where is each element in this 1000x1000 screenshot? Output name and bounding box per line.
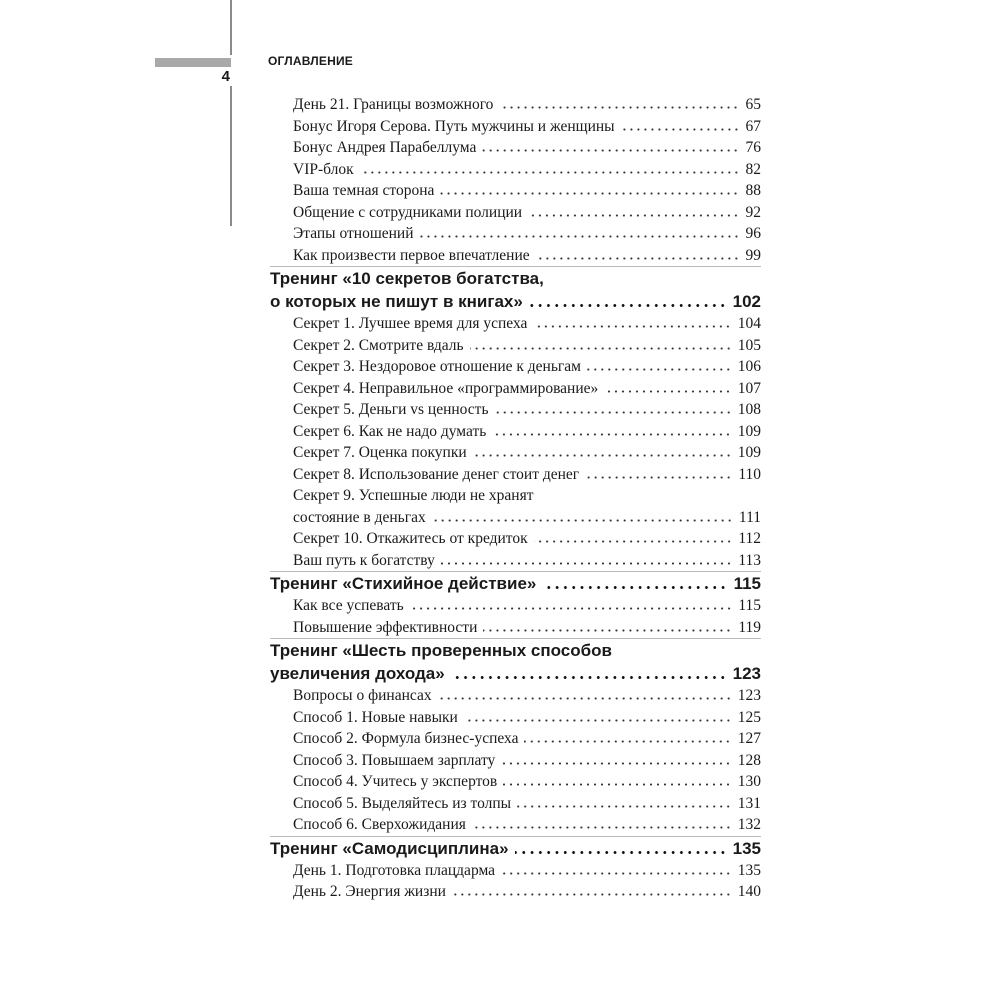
dot-leader	[495, 411, 732, 414]
toc-entry[interactable]	[270, 528, 761, 550]
toc-entry-title: Бонус Андрея Парабеллума	[293, 139, 477, 156]
toc-entry-title: Повышение эффективности	[293, 618, 478, 636]
toc-page-number: 96	[745, 225, 761, 242]
dot-leader	[604, 390, 731, 393]
toc-entry-title: Тренинг «Шесть проверенных способов	[270, 641, 612, 660]
dot-leader	[499, 106, 739, 109]
toc-entry-title: День 1. Подготовка плацдарма	[293, 861, 496, 879]
toc-entry-title: о которых не пишут в книгах»	[270, 292, 523, 311]
dot-leader	[470, 347, 732, 350]
toc-page-number: 67	[745, 117, 761, 135]
dot-leader	[451, 676, 727, 679]
toc-entry-title: День 2. Энергия жизни	[293, 883, 446, 900]
toc-page-number: 107	[737, 379, 761, 397]
dot-leader	[440, 192, 739, 195]
toc-entry-title: Секрет 5. Деньги vs ценность	[293, 401, 489, 418]
toc-page-number: 130	[737, 773, 761, 790]
dot-leader	[410, 607, 733, 610]
toc-entry[interactable]	[270, 421, 761, 443]
toc-entry-title: Секрет 2. Смотрите вдаль	[293, 336, 464, 354]
toc-entry-title: Способ 4. Учитесь у экспертов	[293, 773, 498, 790]
toc-entry[interactable]	[270, 617, 761, 639]
margin-rule-top	[230, 0, 232, 55]
toc-page-number: 132	[737, 816, 761, 833]
toc-page-number: 106	[737, 358, 761, 375]
toc-entry[interactable]	[270, 399, 761, 421]
toc-entry-title: Тренинг «10 секретов богатства,	[270, 269, 544, 288]
toc-page-number: 110	[738, 465, 761, 483]
toc-entry-title: Тренинг «Самодисциплина»	[270, 838, 509, 858]
dot-leader	[438, 697, 732, 700]
toc-page-number: 135	[737, 861, 761, 879]
toc-entry-title: Ваша темная сторона	[293, 182, 435, 199]
toc-page-number: 113	[738, 551, 761, 569]
dot-leader	[464, 719, 732, 722]
dot-leader	[528, 214, 739, 217]
toc-page-number: 109	[737, 422, 761, 440]
dot-leader	[585, 476, 732, 479]
toc-entry-title: Секрет 7. Оценка покупки	[293, 444, 467, 461]
toc-page-number: 112	[738, 530, 761, 547]
toc-entry-title: Вопросы о финансах	[293, 687, 432, 704]
toc-page-number: 135	[732, 838, 761, 858]
toc-entry-title: Секрет 4. Неправильное «программирование»	[293, 379, 599, 397]
dot-leader	[501, 872, 732, 875]
toc-entry-title: Как все успевать	[293, 597, 404, 614]
dot-leader	[483, 629, 732, 632]
toc-page-number: 140	[737, 883, 761, 900]
dot-leader	[534, 540, 733, 543]
toc-entry-title: День 21. Границы возможного	[293, 96, 494, 113]
dot-leader	[420, 235, 740, 238]
toc-entry[interactable]	[270, 685, 761, 707]
toc-entry[interactable]	[270, 550, 761, 572]
toc-page-number: 102	[732, 292, 761, 311]
dot-leader	[529, 304, 727, 307]
toc-page-number: 82	[745, 160, 761, 178]
toc-page-number: 119	[738, 618, 761, 636]
toc-entry-title: Секрет 3. Нездоровое отношение к деньгам	[293, 358, 581, 375]
toc-entry[interactable]	[270, 116, 761, 138]
toc-page-number: 99	[745, 246, 761, 264]
dot-leader	[472, 826, 732, 829]
dot-leader	[473, 454, 732, 457]
dot-leader	[432, 519, 733, 522]
toc-entry[interactable]	[270, 137, 761, 159]
toc-entry[interactable]	[270, 313, 761, 335]
toc-page-number: 65	[745, 96, 761, 113]
toc-entry-title: Тренинг «Стихийное действие»	[270, 574, 537, 593]
toc-entry[interactable]	[270, 442, 761, 464]
toc-entry-title: Секрет 8. Использование денег стоит денег	[293, 465, 580, 483]
toc-entry-title: Способ 5. Выделяйтесь из толпы	[293, 794, 512, 812]
dot-leader	[452, 893, 732, 896]
dot-leader	[542, 586, 727, 589]
toc-entry[interactable]	[270, 860, 761, 882]
toc-page-number: 115	[738, 597, 761, 614]
toc-page-number: 125	[737, 708, 761, 726]
toc-section-heading[interactable]	[270, 638, 761, 685]
toc-page-number: 76	[745, 139, 761, 156]
toc-entry-title: Секрет 1. Лучшее время для успеха	[293, 315, 528, 332]
toc-entry[interactable]	[270, 485, 761, 528]
toc-entry[interactable]	[270, 94, 761, 116]
toc-page-number: 92	[745, 203, 761, 221]
dot-leader	[441, 562, 732, 565]
toc-entry-title: Этапы отношений	[293, 225, 414, 242]
toc-entry-title: Общение с сотрудниками полиции	[293, 203, 523, 221]
toc-page-number: 109	[737, 444, 761, 461]
toc-page-number: 123	[732, 664, 761, 683]
toc-entry-title: Ваш путь к богатству	[293, 551, 435, 569]
margin-rule-bottom	[230, 86, 232, 226]
toc-entry[interactable]	[270, 728, 761, 750]
toc-entry-title: Бонус Игоря Серова. Путь мужчины и женщины	[293, 117, 615, 135]
toc-entry-title: Способ 2. Формула бизнес-успеха	[293, 730, 519, 747]
dot-leader	[524, 740, 731, 743]
toc-entry[interactable]	[270, 771, 761, 793]
toc-entry[interactable]	[270, 245, 761, 267]
toc-entry-title: Секрет 10. Откажитесь от кредиток	[293, 530, 528, 547]
toc-entry-title: Способ 6. Сверхожидания	[293, 816, 466, 833]
toc-entry[interactable]	[270, 378, 761, 400]
dot-leader	[533, 325, 731, 328]
toc-entry-title: VIP-блок	[293, 160, 354, 178]
toc-entry[interactable]	[270, 159, 761, 181]
toc-page-number: 108	[737, 401, 761, 418]
dot-leader	[587, 368, 732, 371]
toc-entry[interactable]	[270, 335, 761, 357]
toc-page-number: 127	[737, 730, 761, 747]
toc-section-heading[interactable]	[270, 836, 761, 860]
toc-entry[interactable]	[270, 595, 761, 617]
toc-entry[interactable]	[270, 750, 761, 772]
toc-entry[interactable]	[270, 223, 761, 245]
toc-entry-title: Секрет 9. Успешные люди не хранят	[293, 487, 534, 504]
toc-entry[interactable]	[270, 707, 761, 729]
dot-leader	[517, 805, 732, 808]
running-header: ОГЛАВЛЕНИЕ	[268, 54, 354, 68]
toc-page-number: 131	[737, 794, 761, 812]
toc-section-heading[interactable]	[270, 571, 761, 595]
dot-leader	[501, 762, 731, 765]
header-bar	[155, 58, 231, 67]
toc-entry-title: увеличения дохода»	[270, 664, 445, 683]
toc-entry[interactable]	[270, 180, 761, 202]
toc-page-number: 115	[733, 574, 761, 593]
toc-section-heading[interactable]	[270, 266, 761, 313]
toc-page-number: 88	[745, 182, 761, 199]
dot-leader	[503, 783, 732, 786]
toc-entry[interactable]	[270, 793, 761, 815]
toc-entry-title: Способ 3. Повышаем зарплату	[293, 751, 496, 769]
toc-page-number: 128	[737, 751, 761, 769]
page-number: 4	[221, 68, 230, 85]
toc-page-number: 111	[738, 508, 761, 526]
toc-entry-title: Способ 1. Новые навыки	[293, 708, 458, 726]
toc-page-number: 123	[737, 687, 761, 704]
toc-entry[interactable]	[270, 356, 761, 378]
toc-entry-title: Как произвести первое впечатление	[293, 246, 530, 264]
dot-leader	[492, 433, 731, 436]
toc-entry[interactable]	[270, 202, 761, 224]
dot-leader	[360, 171, 740, 174]
dot-leader	[482, 149, 739, 152]
dot-leader	[621, 128, 740, 131]
toc-entry[interactable]	[270, 814, 761, 836]
dot-leader	[536, 257, 740, 260]
table-of-contents	[270, 94, 761, 903]
dot-leader	[515, 851, 727, 854]
toc-entry-title: Секрет 6. Как не надо думать	[293, 422, 487, 440]
toc-page-number: 105	[737, 336, 761, 354]
toc-entry[interactable]	[270, 881, 761, 903]
toc-entry-title: состояние в деньгах	[293, 508, 426, 526]
toc-entry[interactable]	[270, 464, 761, 486]
toc-page-number: 104	[737, 315, 761, 332]
